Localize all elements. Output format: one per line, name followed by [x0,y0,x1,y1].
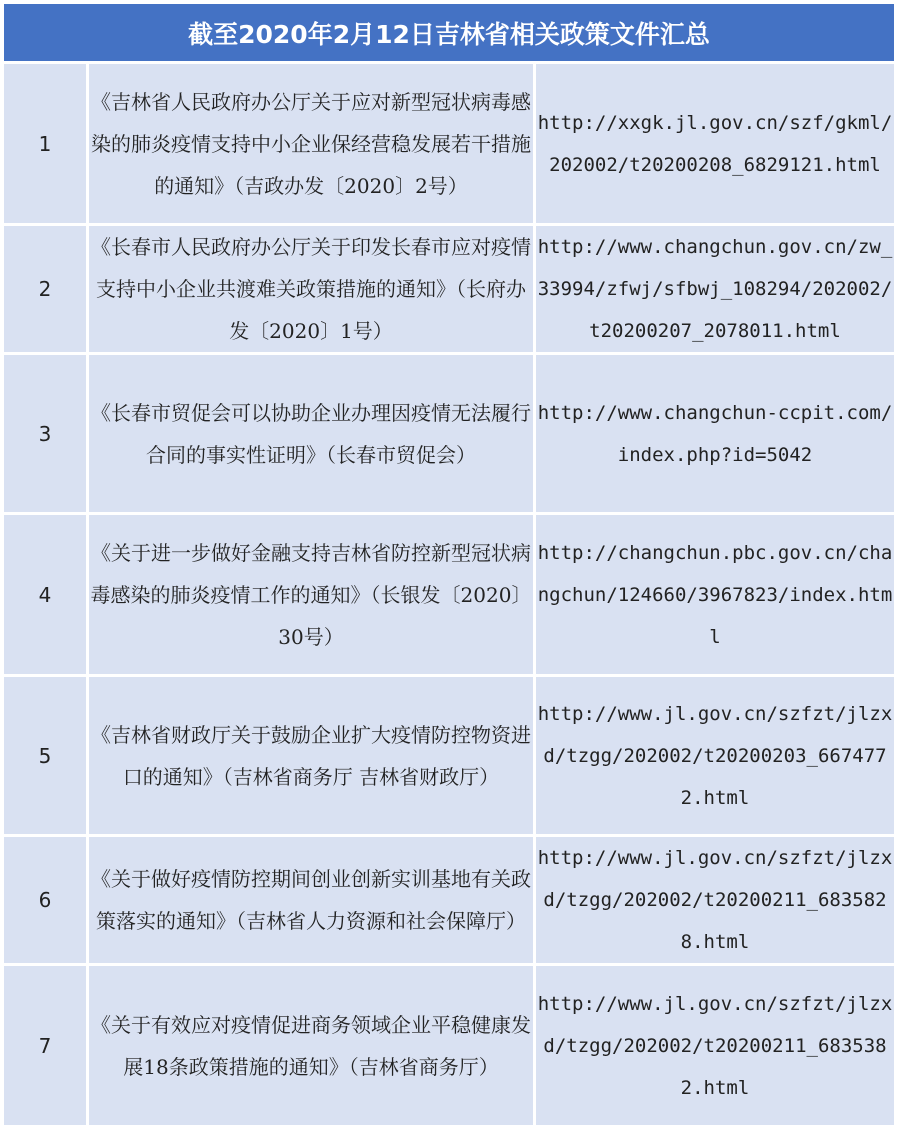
policy-url: http://www.jl.gov.cn/szfzt/jlzxd/tzgg/202002/t20200211_6835828.html [536,837,894,966]
policy-title: 《长春市人民政府办公厅关于印发长春市应对疫情支持中小企业共渡难关政策措施的通知》（长府办发〔2020〕1号） [89,226,536,355]
policy-title: 《吉林省财政厅关于鼓励企业扩大疫情防控物资进口的通知》（吉林省商务厅 吉林省财政厅） [89,677,536,837]
policy-title: 《关于有效应对疫情促进商务领域企业平稳健康发展18条政策措施的通知》（吉林省商务厅） [89,966,536,1128]
policy-title: 《关于做好疫情防控期间创业创新实训基地有关政策落实的通知》（吉林省人力资源和社会保障厅） [89,837,536,966]
policy-title: 《关于进一步做好金融支持吉林省防控新型冠状病毒感染的肺炎疫情工作的通知》（长银发〔2020〕30号） [89,515,536,677]
table-row [4,966,894,1128]
policy-title: 《吉林省人民政府办公厅关于应对新型冠状病毒感染的肺炎疫情支持中小企业保经营稳发展若干措施的通知》（吉政办发〔2020〕2号） [89,64,536,226]
table-row [4,515,894,677]
policy-document [1,1,897,1106]
table-row [4,837,894,966]
table-row [4,677,894,837]
policy-url: http://www.jl.gov.cn/szfzt/jlzxd/tzgg/202002/t20200203_6674772.html [536,677,894,837]
table-row [4,64,894,226]
policy-url: http://www.changchun.gov.cn/zw_33994/zfwj/sfbwj_108294/202002/t20200207_2078011.html [536,226,894,355]
policy-url: http://changchun.pbc.gov.cn/changchun/124660/3967823/index.html [536,515,894,677]
policy-title: 《长春市贸促会可以协助企业办理因疫情无法履行合同的事实性证明》（长春市贸促会） [89,355,536,515]
page-title: 截至2020年2月12日吉林省相关政策文件汇总 [4,4,894,61]
row-number: 4 [4,515,89,677]
policy-table [4,64,894,1128]
row-number: 2 [4,226,89,355]
row-number: 6 [4,837,89,966]
policy-url: http://www.jl.gov.cn/szfzt/jlzxd/tzgg/202002/t20200211_6835382.html [536,966,894,1128]
row-number: 1 [4,64,89,226]
row-number: 5 [4,677,89,837]
row-number: 7 [4,966,89,1128]
table-row [4,355,894,515]
policy-url: http://xxgk.jl.gov.cn/szf/gkml/202002/t20200208_6829121.html [536,64,894,226]
row-number: 3 [4,355,89,515]
policy-url: http://www.changchun-ccpit.com/index.php?id=5042 [536,355,894,515]
table-row [4,226,894,355]
